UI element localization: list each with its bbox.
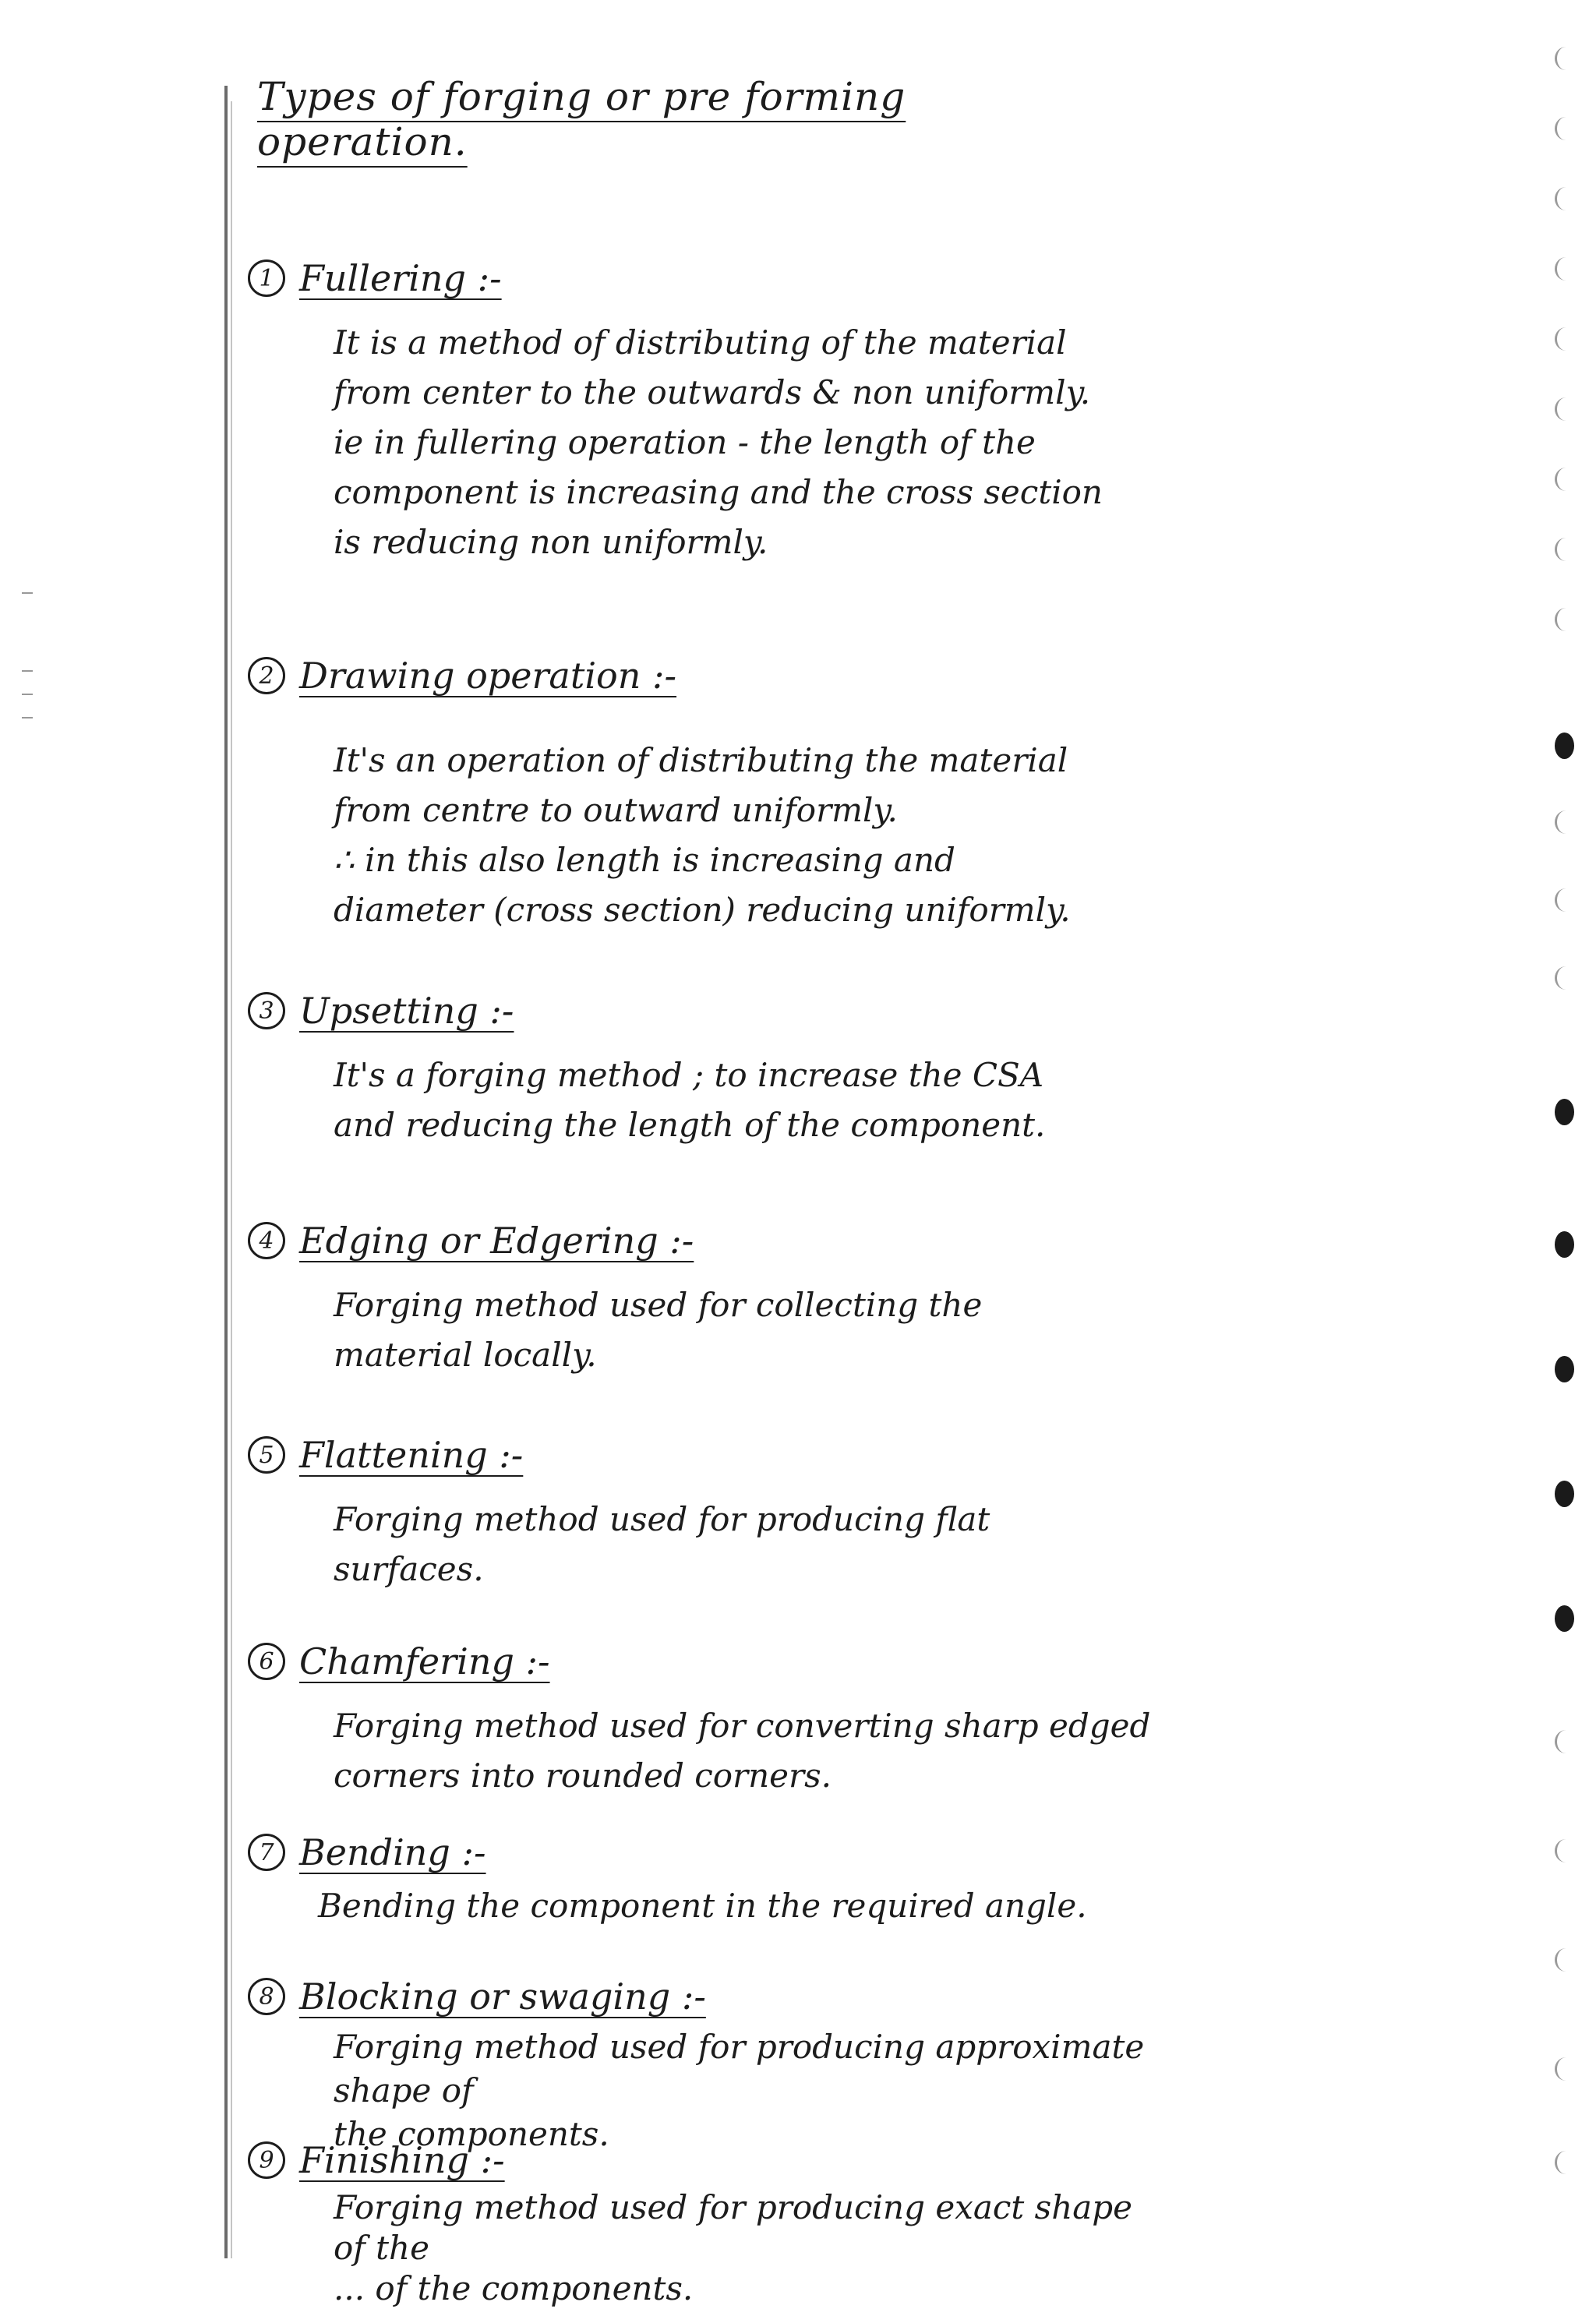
binding-hole-icon	[1555, 327, 1577, 351]
body-line: Forging method used for producing exact shape of the	[334, 2188, 1133, 2267]
section-title: Chamfering :-	[299, 1640, 550, 1682]
section-title: Edging or Edgering :-	[299, 1220, 694, 1262]
section-heading	[248, 2139, 1167, 2181]
binding-hole-icon	[1555, 397, 1577, 421]
body-line: It's a forging method ; to increase the CSA	[334, 1056, 1044, 1094]
binding-hole-icon	[1555, 1356, 1574, 1382]
margin-line	[224, 86, 228, 2258]
binding-hole-icon	[1555, 1231, 1574, 1258]
scan-tick	[22, 717, 33, 718]
binding-hole-icon	[1555, 47, 1577, 70]
section-heading	[248, 655, 1167, 697]
section-chamfering	[248, 1640, 1167, 1801]
section-number: 1	[248, 259, 285, 297]
binding-hole-icon	[1555, 733, 1574, 759]
section-heading	[248, 1831, 1167, 1873]
section-body	[334, 2187, 1167, 2309]
section-number: 9	[248, 2141, 285, 2179]
binding-hole-icon	[1555, 257, 1577, 281]
section-title: Drawing operation :-	[299, 655, 677, 697]
binding-hole-icon	[1555, 608, 1577, 631]
section-upsetting	[248, 990, 1167, 1150]
binding-hole-icon	[1555, 966, 1577, 990]
body-line: Forging method used for collecting the	[334, 1286, 983, 1324]
page-title: Types of forging or pre forming operation.	[257, 74, 906, 164]
body-line: It's an operation of distributing the material	[334, 741, 1068, 779]
binding-hole-icon	[1555, 1948, 1577, 1972]
body-line: ie in fullering operation - the length of the	[334, 423, 1036, 461]
scan-tick	[22, 670, 33, 672]
section-number: 5	[248, 1436, 285, 1474]
section-heading	[248, 1434, 1167, 1476]
section-heading	[248, 1220, 1167, 1262]
binding-hole-icon	[1555, 468, 1577, 491]
binding-hole-icon	[1555, 117, 1577, 140]
section-title: Blocking or swaging :-	[299, 1975, 706, 2018]
body-line: Forging method used for producing flat	[334, 1500, 990, 1538]
binding-hole-icon	[1555, 2151, 1577, 2174]
body-line: Bending the component in the required angle.	[318, 1887, 1087, 1925]
section-number: 8	[248, 1978, 285, 2015]
section-body	[334, 736, 1167, 935]
body-line: ... of the components.	[334, 2269, 694, 2307]
binding-hole-icon	[1555, 538, 1577, 561]
section-drawing	[248, 655, 1167, 935]
body-line: surfaces.	[334, 1550, 484, 1588]
binding-hole-icon	[1555, 1839, 1577, 1862]
body-line: from center to the outwards & non uniformly.	[334, 373, 1091, 411]
section-heading	[248, 990, 1167, 1032]
section-body	[318, 1881, 1167, 1931]
section-title: Flattening :-	[299, 1434, 524, 1476]
section-number: 3	[248, 992, 285, 1029]
scan-tick	[22, 592, 33, 594]
body-line: and reducing the length of the component.	[334, 1106, 1046, 1144]
body-line: Forging method used for producing approximate shape of	[334, 2028, 1145, 2110]
margin-line-shadow	[231, 101, 232, 2258]
section-body	[334, 1701, 1167, 1801]
body-line: material locally.	[334, 1336, 597, 1374]
section-title: Bending :-	[299, 1831, 486, 1873]
section-title: Upsetting :-	[299, 990, 514, 1032]
section-number: 4	[248, 1222, 285, 1259]
section-number: 2	[248, 657, 285, 694]
binding-hole-icon	[1555, 810, 1577, 834]
body-line: diameter (cross section) reducing uniformly.	[334, 891, 1071, 929]
section-heading	[248, 1975, 1167, 2018]
section-blocking	[248, 1975, 1167, 2156]
binding-hole-icon	[1555, 1481, 1574, 1507]
body-line: the components.	[334, 2115, 609, 2153]
section-title: Finishing :-	[299, 2139, 505, 2181]
body-line: corners into rounded corners.	[334, 1756, 832, 1795]
section-bending	[248, 1831, 1167, 1931]
section-body	[334, 1050, 1167, 1150]
section-number: 6	[248, 1643, 285, 1680]
section-heading	[248, 1640, 1167, 1682]
section-edging	[248, 1220, 1167, 1380]
scan-tick	[22, 694, 33, 695]
binding-hole-icon	[1555, 1099, 1574, 1125]
section-title: Fullering :-	[299, 257, 502, 299]
body-line: from centre to outward uniformly.	[334, 791, 898, 829]
section-body	[334, 1495, 1167, 1594]
binding-hole-icon	[1555, 1730, 1577, 1753]
scan-edge-marks	[22, 592, 33, 748]
section-heading	[248, 257, 1167, 299]
binding-hole-icon	[1555, 888, 1577, 912]
section-fullering	[248, 257, 1167, 567]
section-body	[334, 318, 1167, 567]
spiral-binding-marks	[1555, 47, 1586, 2229]
section-flattening	[248, 1434, 1167, 1594]
body-line: ∴ in this also length is increasing and	[334, 841, 955, 879]
body-line: It is a method of distributing of the material	[334, 323, 1067, 362]
section-body	[334, 2025, 1167, 2156]
binding-hole-icon	[1555, 1605, 1574, 1632]
section-finishing	[248, 2139, 1167, 2309]
binding-hole-icon	[1555, 187, 1577, 210]
binding-hole-icon	[1555, 2057, 1577, 2081]
section-number: 7	[248, 1834, 285, 1871]
body-line: component is increasing and the cross section	[334, 473, 1103, 511]
body-line: Forging method used for converting sharp edged	[334, 1707, 1151, 1745]
section-body	[334, 1280, 1167, 1380]
body-line: is reducing non uniformly.	[334, 523, 768, 561]
